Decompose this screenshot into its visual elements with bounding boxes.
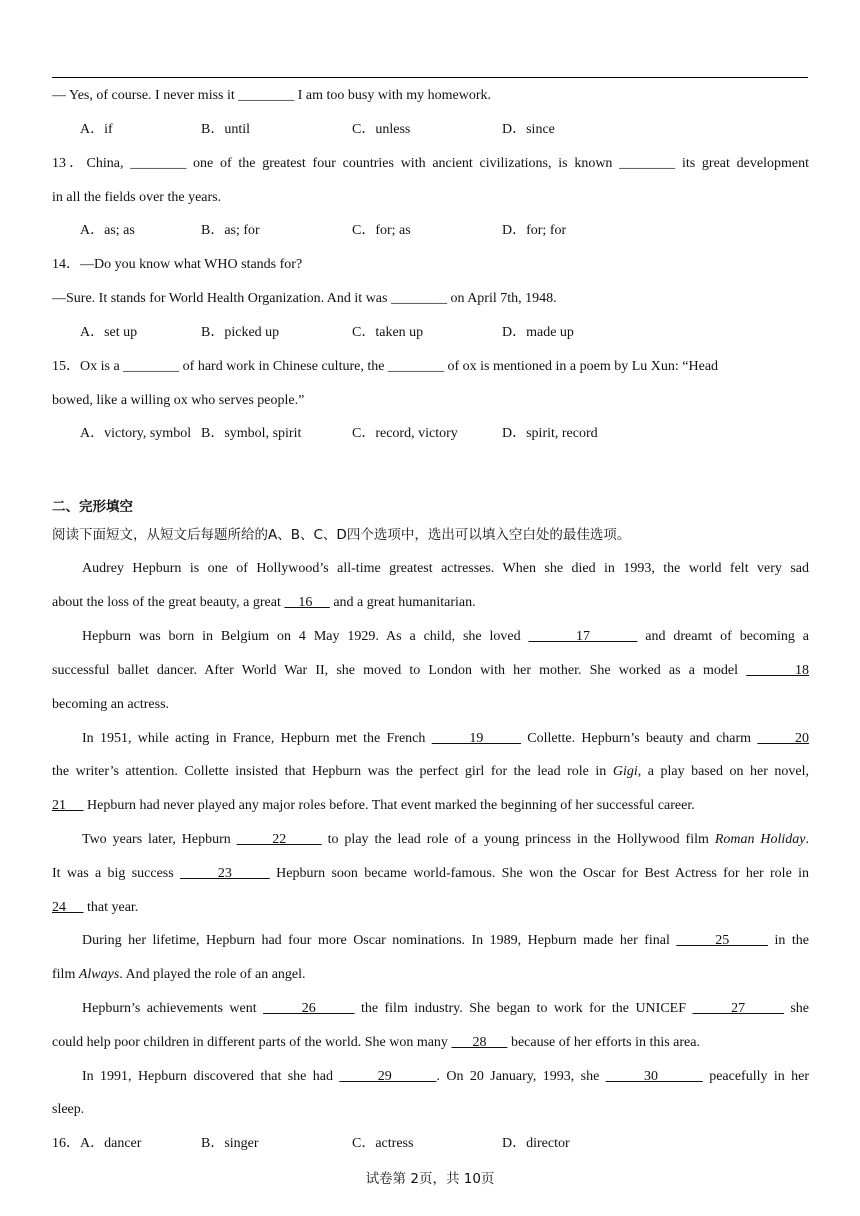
q13-option-a[interactable]: A．as; as <box>80 223 135 238</box>
q13-stem-line1: 13．China, ________ one of the greatest four countries with ancient civilizations, is known ________ its great development <box>52 156 809 171</box>
q15-option-a[interactable]: A．victory, symbol <box>80 426 192 441</box>
blank-25[interactable]: 25 <box>676 933 769 948</box>
film-title-roman-holiday: Roman Holiday <box>714 832 806 847</box>
passage-p3-line3: 21 Hepburn had never played any major roles before. That event marked the beginning of her successful career. <box>52 798 695 813</box>
page-footer: 试卷第 2页，共 10页 <box>365 1171 495 1187</box>
q13-option-d[interactable]: D．for; for <box>502 223 567 238</box>
q13-stem-line2: in all the fields over the years. <box>52 190 222 205</box>
passage-p4-line2: It was a big success 23 Hepburn soon became world-famous. She won the Oscar for Best Actress for her role in <box>52 866 809 881</box>
blank-30[interactable]: 30 <box>605 1069 703 1084</box>
blank-20[interactable]: 20 <box>757 731 810 746</box>
passage-p7-line2: sleep. <box>52 1102 85 1117</box>
q14-stem-line1: 14．—Do you know what WHO stands for? <box>52 257 303 272</box>
q13-option-b[interactable]: B．as; for <box>201 223 260 238</box>
passage-p4-line3: 24 that year. <box>52 900 139 915</box>
q14-option-d[interactable]: D．made up <box>502 325 574 340</box>
blank-17[interactable]: 17 <box>528 629 638 644</box>
q16-option-b[interactable]: B．singer <box>201 1136 259 1151</box>
blank-18[interactable]: 18 <box>746 663 810 678</box>
film-title-gigi: Gigi <box>612 764 638 779</box>
passage-p1-line1: Audrey Hepburn is one of Hollywood’s all-time greatest actresses. When she died in 1993, the world felt very sad <box>82 561 809 576</box>
passage-p5-line2: film Always. And played the role of an angel. <box>52 967 306 982</box>
passage-p3-line1: In 1951, while acting in France, Hepburn met the French 19 Collette. Hepburn’s beauty and charm 20 <box>82 731 810 746</box>
blank-29[interactable]: 29 <box>339 1069 437 1084</box>
film-title-always: Always <box>78 967 120 982</box>
q15-stem-line2: bowed, like a willing ox who serves people.” <box>52 393 305 408</box>
passage-p6-line2: could help poor children in different parts of the world. She won many 28 because of her efforts in this area. <box>52 1035 700 1050</box>
passage-p7-line1: In 1991, Hepburn discovered that she had 29 . On 20 January, 1993, she 30 peacefully in her <box>82 1069 810 1084</box>
passage-p2-line2: successful ballet dancer. After World War II, she moved to London with her mother. She worked as a model 18 <box>52 663 810 678</box>
blank-28[interactable]: 28 <box>451 1035 508 1050</box>
top-rule <box>52 77 808 78</box>
blank-27[interactable]: 27 <box>692 1001 784 1016</box>
section-title: 二、完形填空 <box>52 499 133 515</box>
q13-option-c[interactable]: C．for; as <box>352 223 411 238</box>
blank-19[interactable]: 19 <box>431 731 522 746</box>
blank-16[interactable]: 16 <box>284 595 330 610</box>
q14-option-c[interactable]: C．taken up <box>352 325 424 340</box>
blank-24[interactable]: 24 <box>52 900 84 915</box>
passage-p1-line2: about the loss of the great beauty, a great 16 and a great humanitarian. <box>52 595 476 610</box>
passage-p2-line3: becoming an actress. <box>52 697 170 712</box>
passage-p3-line2: the writer’s attention. Collette insisted that Hepburn was the perfect girl for the lead role in Gigi, a play based on her novel, <box>52 764 809 779</box>
q12-option-a[interactable]: A．if <box>80 122 113 137</box>
q14-option-a[interactable]: A．set up <box>80 325 138 340</box>
section-instruction: 阅读下面短文，从短文后每题所给的A、B、C、D四个选项中，选出可以填入空白处的最佳选项。 <box>52 527 631 543</box>
q12-option-d[interactable]: D．since <box>502 122 555 137</box>
q15-stem-line1: 15．Ox is a ________ of hard work in Chinese culture, the ________ of ox is mentioned in a poem by Lu Xun: “Head <box>52 359 719 374</box>
q16-option-c[interactable]: C．actress <box>352 1136 414 1151</box>
blank-22[interactable]: 22 <box>236 832 322 847</box>
q16-option-d[interactable]: D．director <box>502 1136 570 1151</box>
q15-option-d[interactable]: D．spirit, record <box>502 426 598 441</box>
passage-p5-line1: During her lifetime, Hepburn had four more Oscar nominations. In 1989, Hepburn made her final 25 in the <box>82 933 810 948</box>
passage-p6-line1: Hepburn’s achievements went 26 the film industry. She began to work for the UNICEF 27 she <box>82 1001 810 1016</box>
q15-option-c[interactable]: C．record, victory <box>352 426 458 441</box>
q12-answer-line: — Yes, of course. I never miss it ________ I am too busy with my homework. <box>52 88 492 103</box>
q16-option-a[interactable]: 16．A．dancer <box>52 1136 142 1151</box>
q12-option-b[interactable]: B．until <box>201 122 251 137</box>
passage-p4-line1: Two years later, Hepburn 22 to play the lead role of a young princess in the Hollywood film Roman Holiday. <box>82 832 809 847</box>
blank-23[interactable]: 23 <box>180 866 270 881</box>
q12-option-c[interactable]: C．unless <box>352 122 411 137</box>
q14-stem-line2: —Sure. It stands for World Health Organization. And it was ________ on April 7th, 1948. <box>52 291 557 306</box>
q14-option-b[interactable]: B．picked up <box>201 325 280 340</box>
passage-p2-line1: Hepburn was born in Belgium on 4 May 1929. As a child, she loved 17 and dreamt of becoming a <box>82 629 810 644</box>
blank-26[interactable]: 26 <box>263 1001 355 1016</box>
q15-option-b[interactable]: B．symbol, spirit <box>201 426 302 441</box>
blank-21[interactable]: 21 <box>52 798 84 813</box>
